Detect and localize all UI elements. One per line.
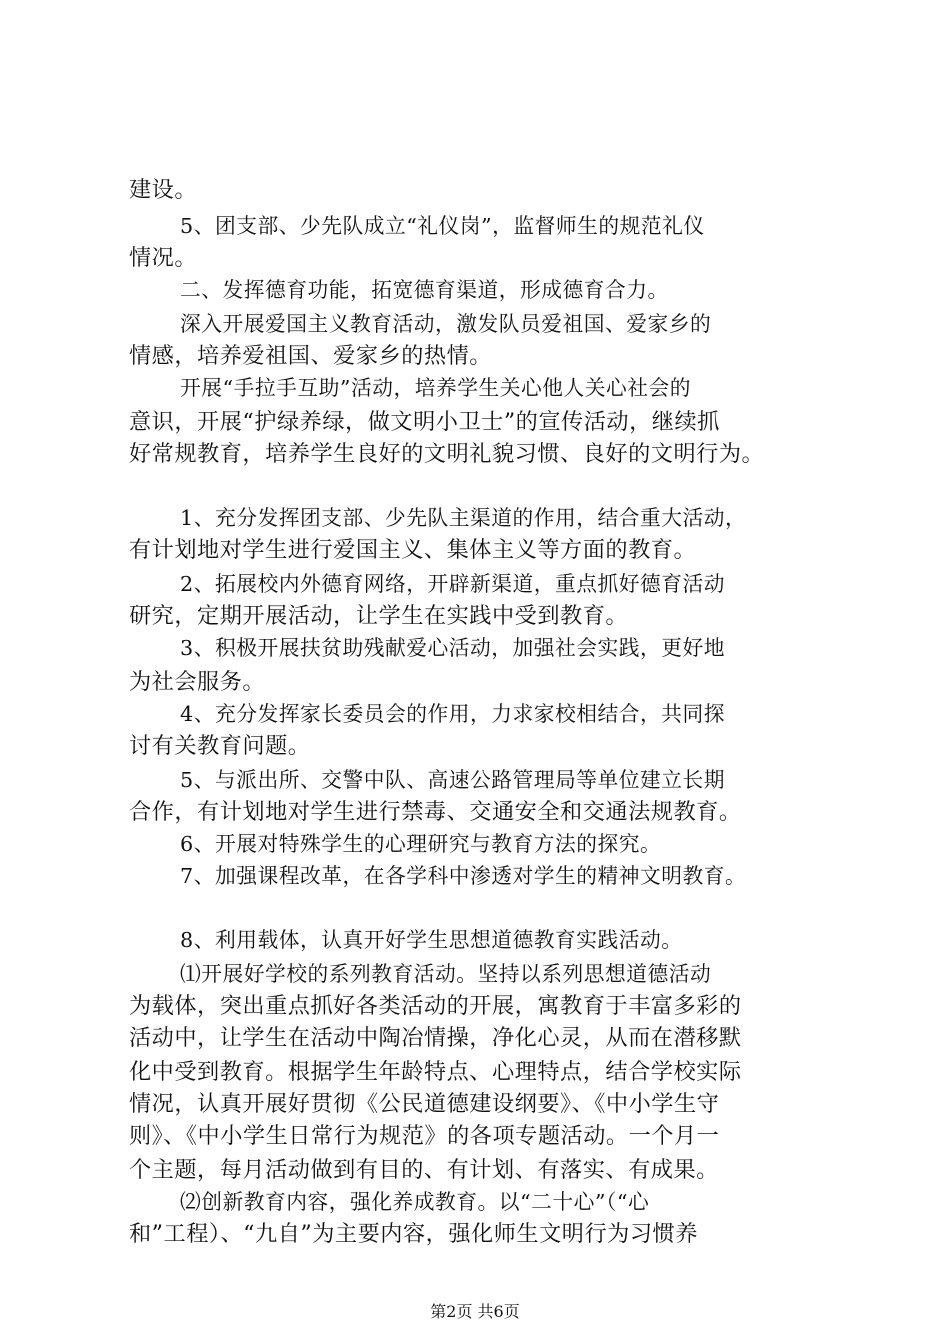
text-line: ⑵创新教育内容，强化养成教育。以“二十心”（“心 <box>180 1190 650 1214</box>
text-line: 则》、《中小学生日常行为规范》的各项专题活动。一个月一 <box>129 1123 720 1149</box>
page-number-footer: 第2页 共6页 <box>430 1302 520 1321</box>
text-line: 为载体，突出重点抓好各类活动的开展，寓教育于丰富多彩的 <box>129 993 742 1019</box>
text-line: 7、加强课程改革，在各学科中渗透对学生的精神文明教育。 <box>180 864 747 888</box>
text-line: 讨有关教育问题。 <box>129 733 311 759</box>
text-line: 4、充分发挥家长委员会的作用，力求家校相结合，共同探 <box>180 702 725 726</box>
text-line: 3、积极开展扶贫助残献爱心活动，加强社会实践，更好地 <box>180 636 725 660</box>
text-line: 好常规教育，培养学生良好的文明礼貌习惯、良好的文明行为。 <box>129 441 765 467</box>
text-line: 个主题，每月活动做到有目的、有计划、有落实、有成果。 <box>129 1157 719 1183</box>
section-heading: 二、发挥德育功能，拓宽德育渠道，形成德育合力。 <box>180 278 669 302</box>
text-line: 研究，定期开展活动，让学生在实践中受到教育。 <box>129 603 629 629</box>
text-line: 情感，培养爱祖国、爱家乡的热情。 <box>129 343 492 369</box>
text-line: 2、拓展校内外德育网络，开辟新渠道，重点抓好德育活动 <box>180 572 725 596</box>
text-line: 5、团支部、少先队成立“礼仪岗”，监督师生的规范礼仪 <box>180 214 705 238</box>
text-line: 6、开展对特殊学生的心理研究与教育方法的探究。 <box>180 832 662 856</box>
text-line: 建设。 <box>129 177 198 203</box>
text-line: ⑴开展好学校的系列教育活动。坚持以系列思想道德活动 <box>180 962 712 986</box>
text-line: 8、利用载体，认真开好学生思想道德教育实践活动。 <box>180 928 683 952</box>
text-line: 意识，开展“护绿养绿，做文明小卫士”的宣传活动，继续抓 <box>129 409 720 435</box>
text-line: 化中受到教育。根据学生年龄特点、心理特点，结合学校实际 <box>129 1059 742 1085</box>
text-line: 开展“手拉手互助”活动，培养学生关心他人关心社会的 <box>180 376 691 400</box>
text-line: 1、充分发挥团支部、少先队主渠道的作用，结合重大活动， <box>180 506 747 530</box>
text-line: 情况，认真开展好贯彻《公民道德建设纲要》、《中小学生守 <box>129 1091 720 1117</box>
text-line: 合作，有计划地对学生进行禁毒、交通安全和交通法规教育。 <box>129 799 742 825</box>
text-line: 为社会服务。 <box>129 669 266 695</box>
text-line: 情况。 <box>129 245 198 271</box>
text-line: 5、与派出所、交警中队、高速公路管理局等单位建立长期 <box>180 768 725 792</box>
text-line: 和”工程）、“九自”为主要内容，强化师生文明行为习惯养 <box>129 1221 698 1247</box>
text-line: 活动中，让学生在活动中陶冶情操，净化心灵，从而在潜移默 <box>129 1025 742 1051</box>
text-line: 深入开展爱国主义教育活动，激发队员爱祖国、爱家乡的 <box>180 312 712 336</box>
text-line: 有计划地对学生进行爱国主义、集体主义等方面的教育。 <box>129 537 697 563</box>
